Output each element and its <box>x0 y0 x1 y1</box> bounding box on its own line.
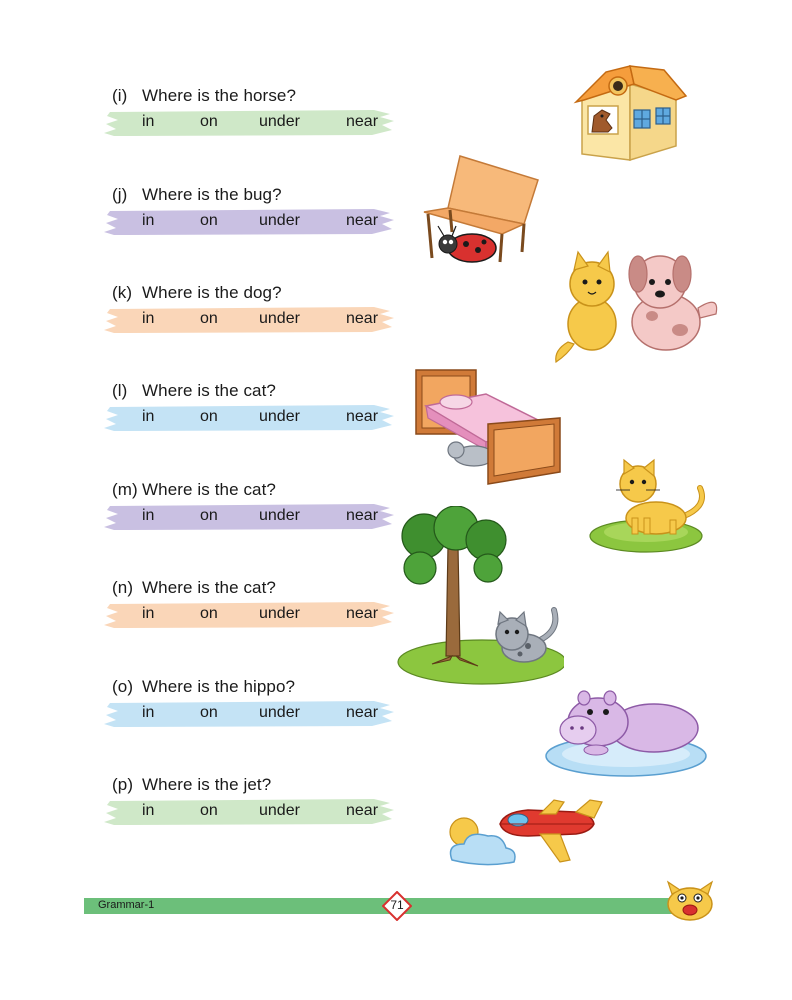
question-text <box>112 185 282 205</box>
option-near[interactable]: near <box>346 212 379 229</box>
question-i <box>112 86 412 146</box>
question-text <box>112 677 295 697</box>
question-prompt: Where is the hippo? <box>142 677 296 696</box>
option-under[interactable]: under <box>259 802 300 819</box>
question-prompt: Where is the bug? <box>142 185 282 204</box>
question-text <box>112 381 276 401</box>
horse-in-stable-illustration <box>572 62 688 162</box>
option-on[interactable]: on <box>200 605 218 622</box>
question-o <box>112 677 412 737</box>
option-on[interactable]: on <box>200 802 218 819</box>
option-near[interactable]: near <box>346 507 379 524</box>
question-number: (j) <box>112 185 128 204</box>
option-in[interactable]: in <box>142 802 155 819</box>
cat-near-tree-illustration <box>394 506 564 692</box>
book-title: Grammar-1 <box>98 899 155 911</box>
option-under[interactable]: under <box>259 605 300 622</box>
question-text <box>112 578 276 598</box>
question-text <box>112 283 282 303</box>
option-on[interactable]: on <box>200 408 218 425</box>
option-under[interactable]: under <box>259 212 300 229</box>
option-near[interactable]: near <box>346 704 379 721</box>
option-under[interactable]: under <box>259 113 300 130</box>
option-in[interactable]: in <box>142 212 155 229</box>
bug-under-chair-illustration <box>420 152 542 270</box>
option-in[interactable]: in <box>142 507 155 524</box>
option-near[interactable]: near <box>346 802 379 819</box>
question-j <box>112 185 412 245</box>
option-in[interactable]: in <box>142 704 155 721</box>
question-text <box>112 86 296 106</box>
option-in[interactable]: in <box>142 605 155 622</box>
option-in[interactable]: in <box>142 113 155 130</box>
option-on[interactable]: on <box>200 507 218 524</box>
question-number: (p) <box>112 775 134 794</box>
page-number: 71 <box>390 898 404 912</box>
mascot-icon <box>664 880 716 922</box>
question-prompt: Where is the cat? <box>142 480 276 499</box>
question-number: (n) <box>112 578 134 597</box>
question-prompt: Where is the horse? <box>142 86 297 105</box>
question-m <box>112 480 412 540</box>
option-on[interactable]: on <box>200 704 218 721</box>
option-near[interactable]: near <box>346 408 379 425</box>
jet-near-cloud-illustration <box>444 798 614 872</box>
question-prompt: Where is the jet? <box>142 775 272 794</box>
dog-near-cat-illustration <box>548 244 724 366</box>
question-prompt: Where is the cat? <box>142 578 276 597</box>
question-p <box>112 775 412 835</box>
question-number: (m) <box>112 480 138 499</box>
cat-on-grass-illustration <box>586 456 712 554</box>
question-text <box>112 480 276 500</box>
question-prompt: Where is the cat? <box>142 381 276 400</box>
question-prompt: Where is the dog? <box>142 283 282 302</box>
option-on[interactable]: on <box>200 212 218 229</box>
option-near[interactable]: near <box>346 113 379 130</box>
option-on[interactable]: on <box>200 310 218 327</box>
question-number: (o) <box>112 677 134 696</box>
option-near[interactable]: near <box>346 310 379 327</box>
option-under[interactable]: under <box>259 507 300 524</box>
question-text <box>112 775 271 795</box>
question-number: (i) <box>112 86 128 105</box>
option-on[interactable]: on <box>200 113 218 130</box>
option-near[interactable]: near <box>346 605 379 622</box>
cat-under-bed-illustration <box>414 364 562 488</box>
option-under[interactable]: under <box>259 310 300 327</box>
option-under[interactable]: under <box>259 408 300 425</box>
option-under[interactable]: under <box>259 704 300 721</box>
question-k <box>112 283 412 343</box>
question-number: (l) <box>112 381 128 400</box>
question-n <box>112 578 412 638</box>
hippo-in-water-illustration <box>544 684 710 780</box>
option-in[interactable]: in <box>142 310 155 327</box>
question-l <box>112 381 412 441</box>
option-in[interactable]: in <box>142 408 155 425</box>
question-number: (k) <box>112 283 133 302</box>
